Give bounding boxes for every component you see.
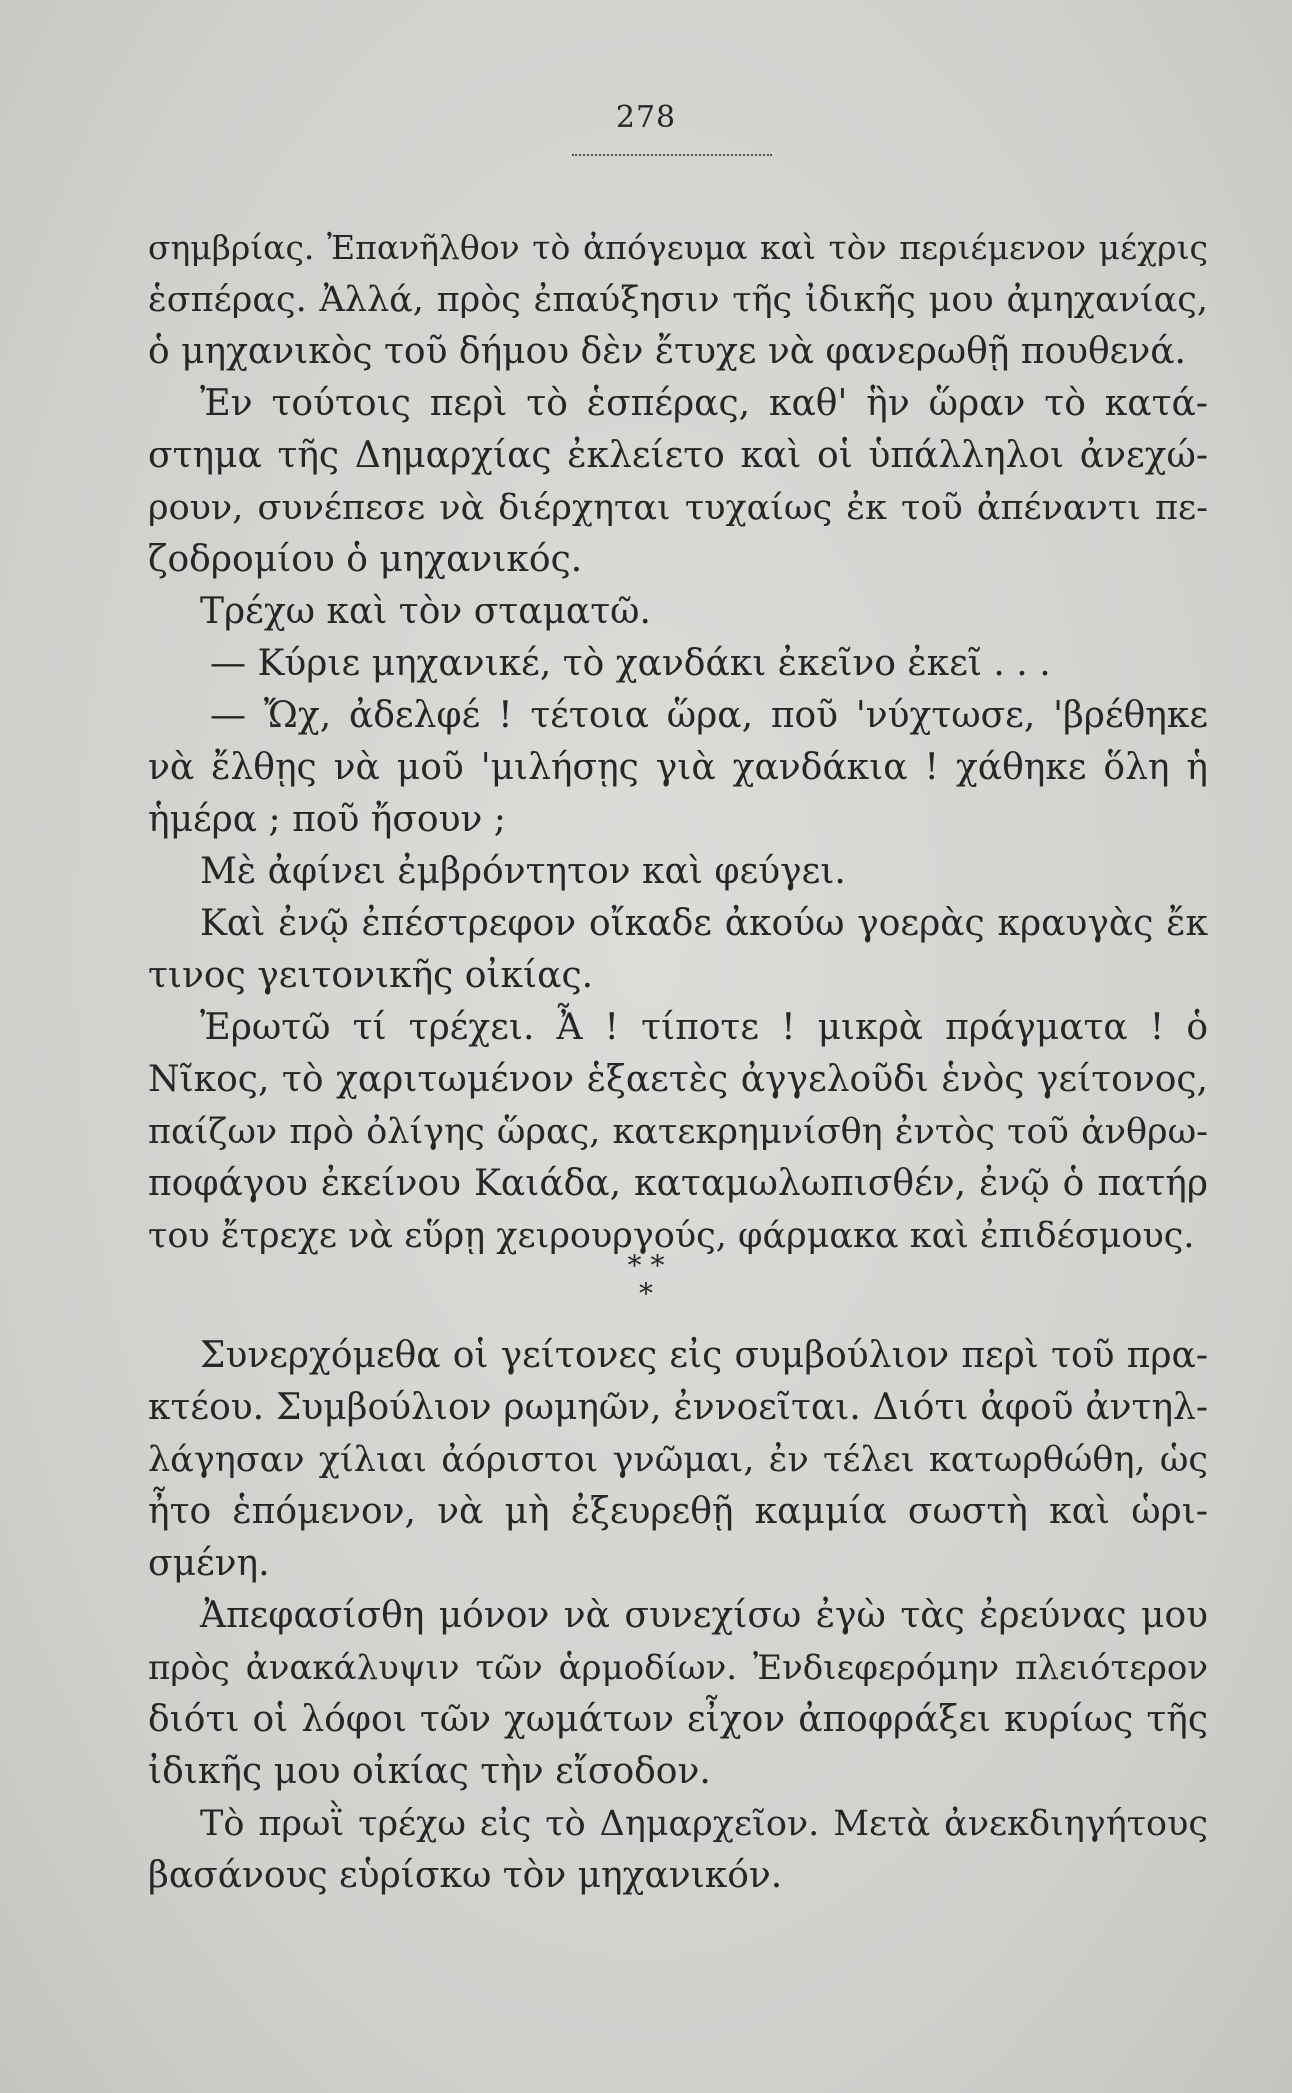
text-line: πρὸς ἀνακάλυψιν τῶν ἁρμοδίων. Ἐνδιεφερόμην πλειότερον [148,1648,1208,1688]
text-line: ἰδικῆς μου οἰκίας τὴν εἴσοδον. [148,1751,711,1792]
text-line: σημβρίας. Ἐπανῆλθον τὸ ἀπόγευμα καὶ τὸν περιέμενον μέχρις [148,228,1208,267]
page-number-rule [572,148,772,156]
text-line: ἡμέρα ; ποῦ ἤσουν ; [148,799,506,840]
text-line: ἦτο ἑπόμενον, νὰ μὴ ἐξευρεθῇ καμμία σωστὴ καὶ ὡρι- [148,1491,1208,1532]
text-line: Καὶ ἐνῷ ἐπέστρεφον οἴκαδε ἀκούω γοερὰς κραυγὰς ἔκ [200,903,1208,944]
text-line: Συνερχόμεθα οἱ γείτονες εἰς συμβούλιον περὶ τοῦ πρα- [200,1335,1208,1376]
text-line: νὰ ἔλθῃς νὰ μοῦ 'μιλήσῃς γιὰ χανδάκια ! χάθηκε ὅλη ἡ [148,747,1208,788]
text-line: Ἀπεφασίσθη μόνον νὰ συνεχίσω ἐγὼ τὰς ἐρεύνας μου [200,1595,1208,1636]
text-line: βασάνους εὑρίσκω τὸν μηχανικόν. [148,1855,783,1896]
text-line: λάγησαν χίλιαι ἀόριστοι γνῶμαι, ἐν τέλει κατωρθώθη, ὡς [148,1440,1208,1480]
text-line: Μὲ ἀφίνει ἐμβρόντητον καὶ φεύγει. [200,851,846,892]
text-line: κτέου. Συμβούλιον ρωμηῶν, ἐννοεῖται. Διότι ἀφοῦ ἀντηλ- [148,1387,1208,1428]
text-line: του ἔτρεχε νὰ εὕρῃ χειρουργούς, φάρμακα καὶ ἐπιδέσμους. [148,1216,1195,1256]
text-line: ποφάγου ἐκείνου Καιάδα, καταμωλωπισθέν, ἐνῷ ὁ πατήρ [148,1163,1208,1204]
text-line: ζοδρομίου ὁ μηχανικός. [148,539,583,580]
text-line: τινος γειτονικῆς οἰκίας. [148,955,594,996]
text-line: παίζων πρὸ ὀλίγης ὥρας, κατεκρημνίσθη ἐντὸς τοῦ ἀνθρω- [148,1112,1208,1152]
text-line: Τὸ πρωῒ τρέχω εἰς τὸ Δημαρχεῖον. Μετὰ ἀνεκδιηγήτους [200,1804,1208,1844]
asterism-top: * * [627,1249,665,1282]
text-line: στημα τῆς Δημαρχίας ἐκλείετο καὶ οἱ ὑπάλληλοι ἀνεχώ- [148,435,1208,476]
text-line: σμένη. [148,1543,270,1584]
asterism-bottom: * [639,1277,653,1310]
text-line: Ἐν τούτοις περὶ τὸ ἑσπέρας, καθ' ἣν ὥραν τὸ κατά- [200,383,1208,424]
text-line: ἑσπέρας. Ἀλλά, πρὸς ἐπαύξησιν τῆς ἰδικῆς μου ἀμηχανίας, [148,280,1208,320]
dialogue-line: — Κύριε μηχανικέ, τὸ χανδάκι ἐκεῖνο ἐκεῖ . . . [210,643,1051,684]
dialogue-line: — Ὤχ, ἀδελφέ ! τέτοια ὥρα, ποῦ 'νύχτωσε, 'βρέθηκε [210,695,1208,736]
text-line: ρουν, συνέπεσε νὰ διέρχηται τυχαίως ἐκ τοῦ ἀπέναντι πε- [148,488,1208,528]
text-line: Τρέχω καὶ τὸν σταματῶ. [200,591,651,632]
text-line: Νῖκος, τὸ χαριτωμένον ἑξαετὲς ἀγγελοῦδι ἑνὸς γείτονος, [148,1059,1208,1100]
text-line: διότι οἱ λόφοι τῶν χωμάτων εἶχον ἀποφράξει κυρίως τῆς [148,1699,1208,1740]
text-line: Ἐρωτῶ τί τρέχει. Ἆ ! τίποτε ! μικρὰ πράγματα ! ὁ [200,1007,1208,1048]
page-number: 278 [615,100,677,135]
text-line: ὁ μηχανικὸς τοῦ δήμου δὲν ἔτυχε νὰ φανερωθῇ πουθενά. [148,331,1186,372]
